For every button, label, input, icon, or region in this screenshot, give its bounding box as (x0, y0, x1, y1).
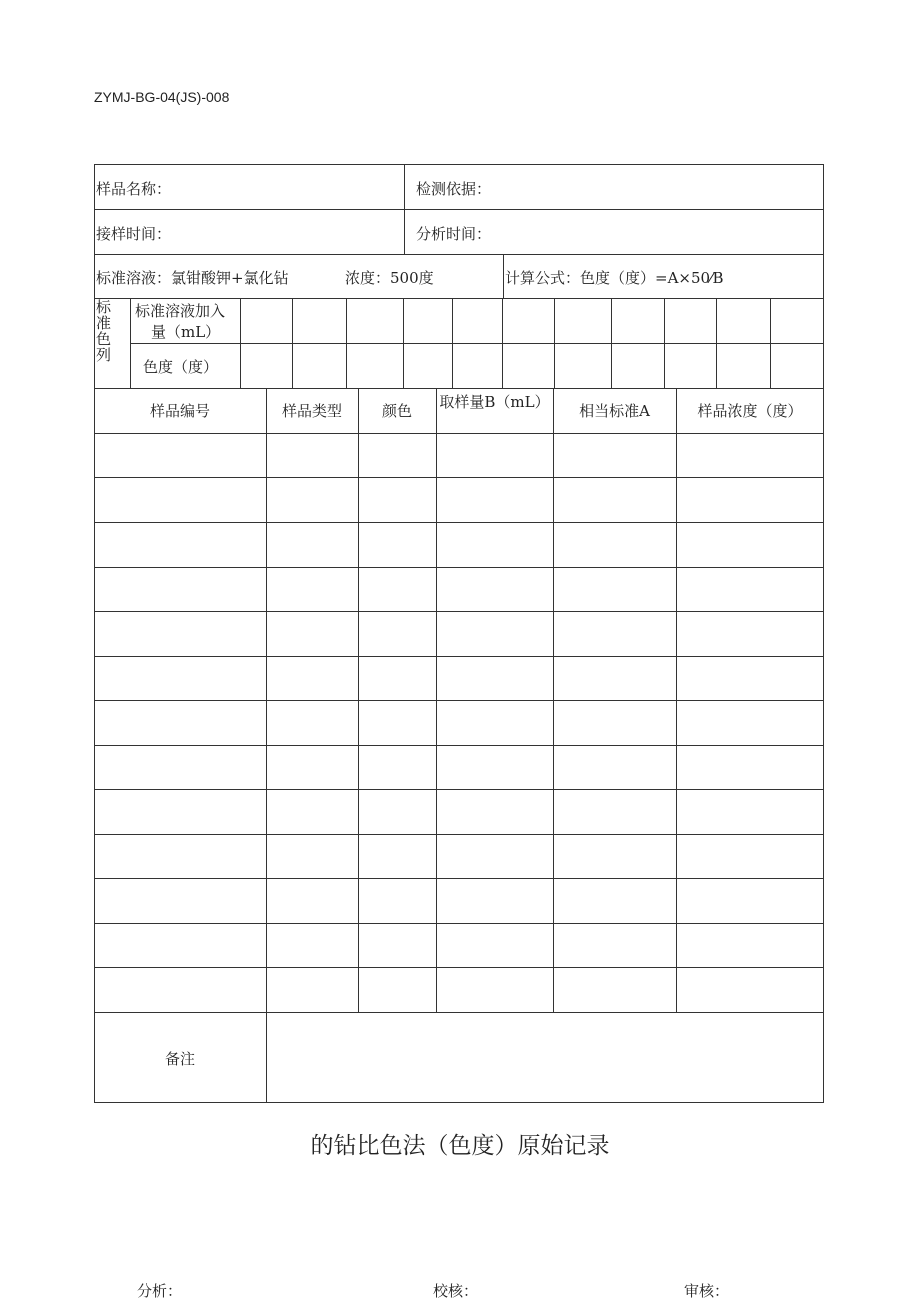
standard-series-group-label: 标准色列 (96, 298, 112, 364)
std-volume-label-line2: 量（mL） (151, 323, 221, 341)
document-title: 的钻比色法（色度）原始记录 (310, 1133, 610, 1159)
reviewer-signature-label: 审核： (684, 1282, 730, 1300)
analyst-signature-label: 分析： (137, 1282, 183, 1300)
sample-name-label: 样品名称： (96, 180, 172, 198)
test-basis-label: 检测依据： (416, 180, 492, 198)
col-sample-concentration: 样品浓度（度） (697, 402, 803, 420)
col-equiv-standard: 相当标准A (579, 402, 650, 420)
document-code: ZYMJ-BG-04(JS)-008 (94, 89, 230, 105)
std-color-label: 色度（度） (143, 358, 219, 376)
checker-signature-label: 校核： (433, 1282, 479, 1300)
formula-label: 计算公式：色度（度）=A×50⁄B (505, 269, 724, 287)
receive-time-label: 接样时间： (96, 225, 172, 243)
col-sample-type: 样品类型 (281, 402, 342, 420)
col-sample-volume: 取样量B（mL） (439, 392, 550, 411)
col-sample-id: 样品编号 (149, 402, 210, 420)
standard-solution-label: 标准溶液：氯钳酸钾+氯化钻 (96, 269, 289, 287)
remarks-label: 备注 (164, 1049, 195, 1068)
std-volume-label-line1: 标准溶液加入 (135, 302, 226, 320)
col-color: 颜色 (381, 402, 412, 420)
concentration-label: 浓度：500度 (345, 269, 434, 287)
analysis-time-label: 分析时间： (416, 225, 492, 243)
